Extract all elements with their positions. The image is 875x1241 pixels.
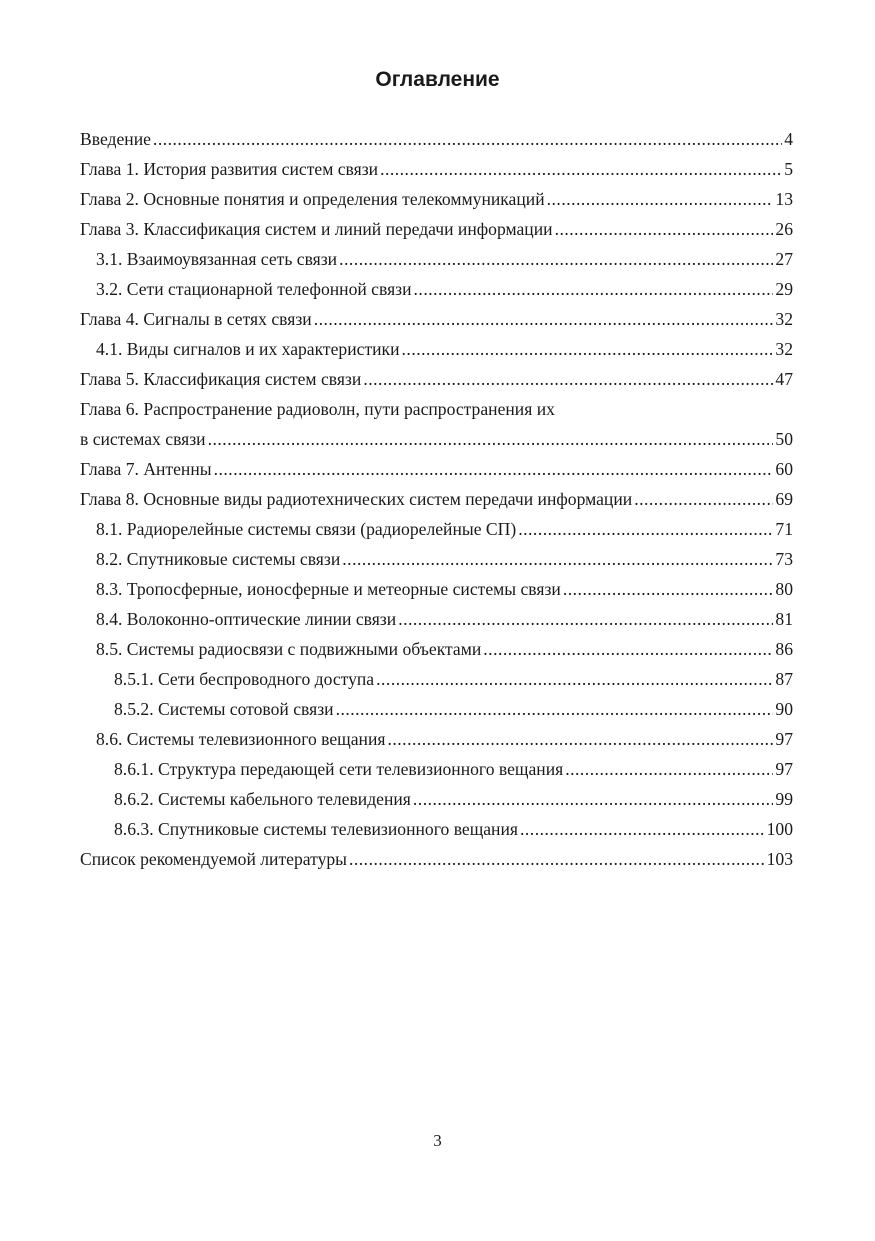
toc-entry-references[interactable]: [80, 844, 793, 874]
toc-entry-title: 8.5.1. Сети беспроводного доступа: [114, 669, 375, 689]
toc-entry-title: 8.3. Тропосферные, ионосферные и метеорные системы связи: [96, 579, 561, 599]
toc-entry-title: Глава 6. Распространение радиоволн, пути распространения их: [80, 399, 555, 419]
toc-entry-title: 8.6.2. Системы кабельного телевидения: [114, 789, 411, 809]
dot-leader: [483, 634, 773, 664]
toc-entry-chapter-1[interactable]: [80, 154, 793, 184]
dot-leader: [376, 664, 773, 694]
toc-entry-section-8-6-1[interactable]: [80, 754, 793, 784]
toc-entry-page: 60: [775, 459, 793, 479]
toc-entry-chapter-5[interactable]: [80, 364, 793, 394]
toc-entry-section-8-1[interactable]: [80, 514, 793, 544]
toc-entry-chapter-7[interactable]: [80, 454, 793, 484]
toc-entry-chapter-3[interactable]: [80, 214, 793, 244]
toc-entry-page: 50: [775, 429, 793, 449]
toc-entry-page: 4: [784, 129, 793, 149]
toc-entry-chapter-2[interactable]: [80, 184, 793, 214]
dot-leader: [349, 844, 765, 874]
table-of-contents: [80, 124, 793, 874]
toc-entry-title: 8.1. Радиорелейные системы связи (радиорелейные СП): [96, 519, 517, 539]
toc-entry-page: 71: [775, 519, 793, 539]
dot-leader: [413, 784, 774, 814]
toc-entry-page: 87: [775, 669, 793, 689]
dot-leader: [314, 304, 774, 334]
page-number: 3: [433, 1131, 442, 1150]
toc-entry-page: 103: [766, 849, 793, 869]
dot-leader: [363, 364, 773, 394]
toc-entry-section-8-4[interactable]: [80, 604, 793, 634]
dot-leader: [339, 244, 773, 274]
toc-entry-title: Введение: [80, 129, 151, 149]
toc-entry-title: Глава 4. Сигналы в сетях связи: [80, 309, 312, 329]
toc-entry-page: 100: [766, 819, 793, 839]
toc-entry-section-8-5-1[interactable]: [80, 664, 793, 694]
toc-entry-section-8-3[interactable]: [80, 574, 793, 604]
toc-entry-title: Глава 5. Классификация систем связи: [80, 369, 362, 389]
toc-entry-page: 47: [775, 369, 793, 389]
toc-entry-chapter-6-line-1[interactable]: [80, 394, 793, 424]
toc-entry-page: 97: [775, 759, 793, 779]
toc-entry-section-8-6-3[interactable]: [80, 814, 793, 844]
dot-leader: [547, 184, 774, 214]
toc-entry-title: 3.1. Взаимоувязанная сеть связи: [96, 249, 338, 269]
toc-entry-title: Глава 1. История развития систем связи: [80, 159, 379, 179]
dot-leader: [402, 334, 774, 364]
toc-entry-title: 8.6. Системы телевизионного вещания: [96, 729, 386, 749]
dot-leader: [520, 814, 765, 844]
toc-entry-page: 26: [775, 219, 793, 239]
dot-leader: [518, 514, 773, 544]
toc-entry-page: 32: [775, 309, 793, 329]
dot-leader: [387, 724, 773, 754]
toc-entry-chapter-8[interactable]: [80, 484, 793, 514]
toc-entry-page: 81: [775, 609, 793, 629]
dot-leader: [214, 454, 774, 484]
toc-entry-section-8-2[interactable]: [80, 544, 793, 574]
dot-leader: [380, 154, 782, 184]
toc-entry-page: 90: [775, 699, 793, 719]
toc-entry-title: 8.5. Системы радиосвязи с подвижными объектами: [96, 639, 482, 659]
toc-entry-title: 4.1. Виды сигналов и их характеристики: [96, 339, 400, 359]
toc-entry-section-8-5[interactable]: [80, 634, 793, 664]
dot-leader: [555, 214, 774, 244]
toc-entry-title: 8.4. Волоконно-оптические линии связи: [96, 609, 397, 629]
toc-entry-page: 86: [775, 639, 793, 659]
toc-entry-page: 13: [775, 189, 793, 209]
toc-entry-title: Глава 7. Антенны: [80, 459, 212, 479]
dot-leader: [153, 124, 782, 154]
toc-entry-title: 3.2. Сети стационарной телефонной связи: [96, 279, 412, 299]
dot-leader: [208, 424, 774, 454]
toc-entry-section-8-5-2[interactable]: [80, 694, 793, 724]
toc-entry-title: Список рекомендуемой литературы: [80, 849, 347, 869]
toc-entry-chapter-4[interactable]: [80, 304, 793, 334]
toc-entry-title: 8.6.3. Спутниковые системы телевизионного вещания: [114, 819, 518, 839]
toc-entry-page: 80: [775, 579, 793, 599]
toc-entry-page: 5: [784, 159, 793, 179]
toc-entry-title: в системах связи: [80, 429, 206, 449]
toc-entry-section-3-1[interactable]: [80, 244, 793, 274]
toc-entry-section-8-6[interactable]: [80, 724, 793, 754]
dot-leader: [565, 754, 773, 784]
dot-leader: [342, 544, 773, 574]
toc-entry-page: 29: [775, 279, 793, 299]
toc-entry-page: 32: [775, 339, 793, 359]
toc-entry-section-4-1[interactable]: [80, 334, 793, 364]
dot-leader: [336, 694, 774, 724]
dot-leader: [414, 274, 774, 304]
toc-entry-intro[interactable]: [80, 124, 793, 154]
toc-entry-chapter-6[interactable]: [80, 424, 793, 454]
toc-entry-title: Глава 8. Основные виды радиотехнических систем передачи информации: [80, 489, 633, 509]
toc-entry-page: 69: [775, 489, 793, 509]
toc-entry-page: 97: [775, 729, 793, 749]
toc-entry-page: 73: [775, 549, 793, 569]
toc-entry-section-8-6-2[interactable]: [80, 784, 793, 814]
toc-entry-title: 8.6.1. Структура передающей сети телевизионного вещания: [114, 759, 564, 779]
toc-entry-title: Глава 2. Основные понятия и определения телекоммуникаций: [80, 189, 545, 209]
dot-leader: [398, 604, 773, 634]
toc-entry-page: 27: [775, 249, 793, 269]
dot-leader: [634, 484, 773, 514]
toc-entry-title: 8.2. Спутниковые системы связи: [96, 549, 341, 569]
toc-entry-title: 8.5.2. Системы сотовой связи: [114, 699, 334, 719]
toc-entry-title: Глава 3. Классификация систем и линий передачи информации: [80, 219, 553, 239]
dot-leader: [563, 574, 774, 604]
toc-entry-page: 99: [775, 789, 793, 809]
page-title: Оглавление: [375, 68, 500, 91]
toc-entry-section-3-2[interactable]: [80, 274, 793, 304]
